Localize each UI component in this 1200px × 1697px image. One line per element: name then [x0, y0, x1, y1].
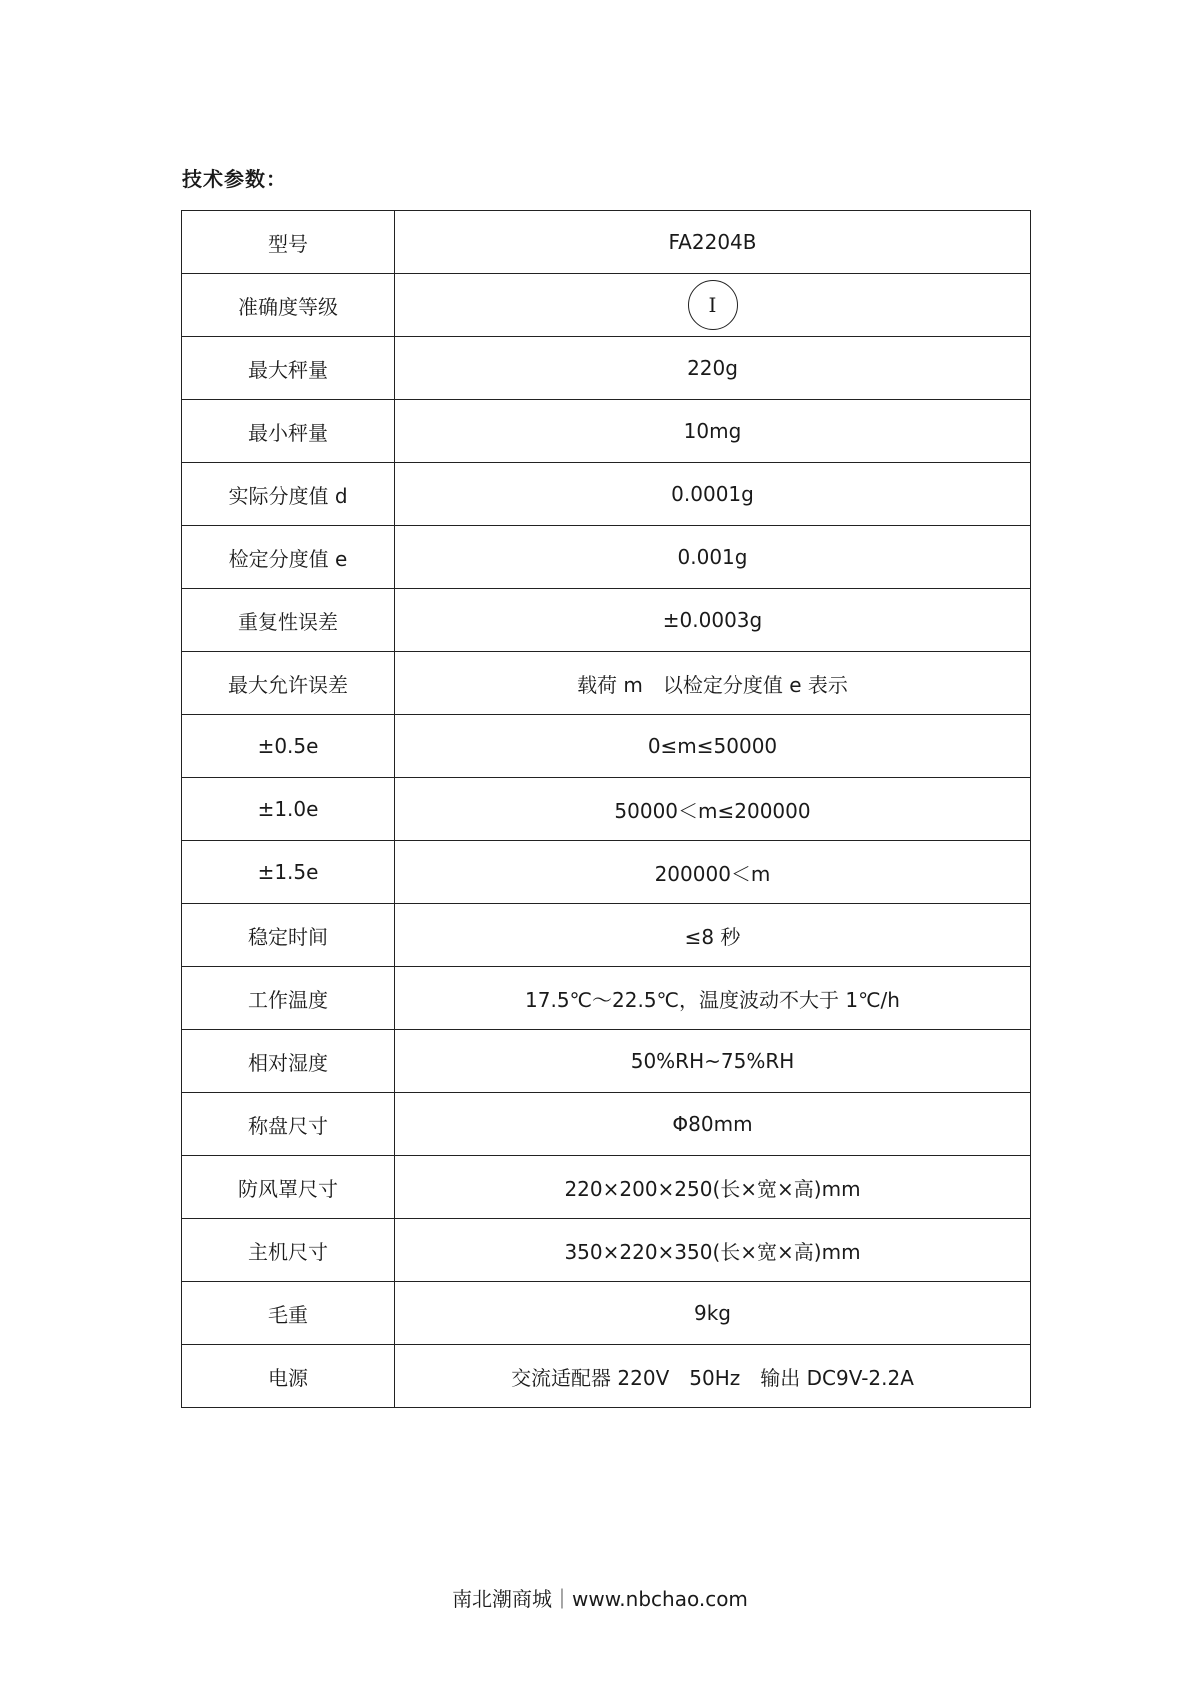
spec-label: 检定分度值 e — [182, 526, 395, 589]
table-row — [182, 841, 1031, 904]
table-row — [182, 589, 1031, 652]
spec-label: 重复性误差 — [182, 589, 395, 652]
table-row — [182, 967, 1031, 1030]
spec-value: 0≤m≤50000 — [395, 715, 1031, 778]
table-row — [182, 1030, 1031, 1093]
spec-value: Φ80mm — [395, 1093, 1031, 1156]
spec-table-body — [182, 211, 1031, 1408]
spec-value: 220×200×250(长×宽×高)mm — [395, 1156, 1031, 1219]
spec-label: 实际分度值 d — [182, 463, 395, 526]
spec-value: FA2204B — [395, 211, 1031, 274]
spec-label: 最大秤量 — [182, 337, 395, 400]
table-row — [182, 1156, 1031, 1219]
spec-value: ±0.0003g — [395, 589, 1031, 652]
spec-label: 准确度等级 — [182, 274, 395, 337]
section-title: 技术参数： — [182, 167, 287, 191]
spec-label: 防风罩尺寸 — [182, 1156, 395, 1219]
footer-text: 南北潮商城｜www.nbchao.com — [452, 1587, 748, 1611]
table-row — [182, 652, 1031, 715]
spec-value: 10mg — [395, 400, 1031, 463]
table-row — [182, 337, 1031, 400]
table-row — [182, 1219, 1031, 1282]
spec-label: 最大允许误差 — [182, 652, 395, 715]
spec-value: 0.001g — [395, 526, 1031, 589]
accuracy-class-badge: I — [688, 280, 738, 330]
spec-value: 交流适配器 220V 50Hz 输出 DC9V-2.2A — [395, 1345, 1031, 1408]
table-row — [182, 778, 1031, 841]
spec-label: 主机尺寸 — [182, 1219, 395, 1282]
table-row — [182, 400, 1031, 463]
spec-value — [395, 274, 1031, 337]
spec-value: ≤8 秒 — [395, 904, 1031, 967]
spec-label: 称盘尺寸 — [182, 1093, 395, 1156]
spec-value: 350×220×350(长×宽×高)mm — [395, 1219, 1031, 1282]
table-row — [182, 715, 1031, 778]
spec-value: 200000＜m — [395, 841, 1031, 904]
table-row — [182, 463, 1031, 526]
spec-label: 工作温度 — [182, 967, 395, 1030]
spec-value: 50%RH~75%RH — [395, 1030, 1031, 1093]
spec-label: ±1.5e — [182, 841, 395, 904]
table-row — [182, 1282, 1031, 1345]
table-row — [182, 526, 1031, 589]
spec-label: 最小秤量 — [182, 400, 395, 463]
spec-label: 稳定时间 — [182, 904, 395, 967]
table-row — [182, 211, 1031, 274]
spec-value: 9kg — [395, 1282, 1031, 1345]
spec-value: 17.5℃～22.5℃，温度波动不大于 1℃/h — [395, 967, 1031, 1030]
spec-value: 0.0001g — [395, 463, 1031, 526]
spec-label: 毛重 — [182, 1282, 395, 1345]
spec-value: 载荷 m 以检定分度值 e 表示 — [395, 652, 1031, 715]
spec-value: 50000＜m≤200000 — [395, 778, 1031, 841]
spec-value: 220g — [395, 337, 1031, 400]
table-row — [182, 274, 1031, 337]
spec-label: 相对湿度 — [182, 1030, 395, 1093]
spec-label: ±0.5e — [182, 715, 395, 778]
table-row — [182, 1345, 1031, 1408]
spec-label: 电源 — [182, 1345, 395, 1408]
spec-table — [181, 210, 1031, 1408]
table-row — [182, 904, 1031, 967]
table-row — [182, 1093, 1031, 1156]
spec-label: 型号 — [182, 211, 395, 274]
spec-label: ±1.0e — [182, 778, 395, 841]
